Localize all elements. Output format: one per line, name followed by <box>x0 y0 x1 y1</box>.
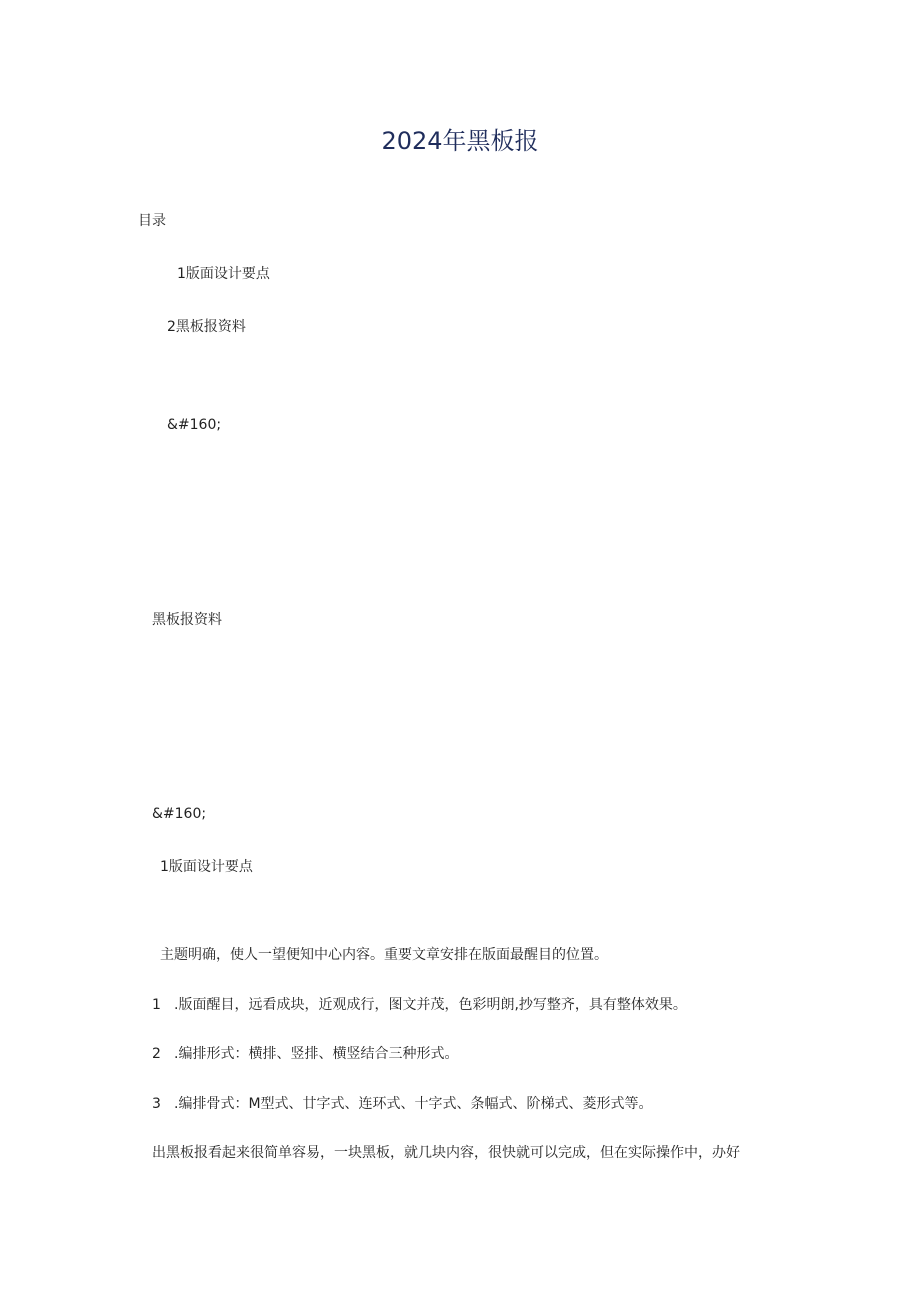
toc-heading: 目录 <box>138 213 166 229</box>
list-item-number: 1 <box>152 997 161 1013</box>
list-item-number: 3 <box>152 1096 161 1112</box>
closing-paragraph: 出黑板报看起来很简单容易，一块黑板，就几块内容，很快就可以完成，但在实际操作中，办好 <box>152 1145 740 1161</box>
list-item-text: .编排骨式：M型式、廿字式、连环式、十字式、条幅式、阶梯式、菱形式等。 <box>174 1096 653 1112</box>
document-title: 2024年黑板报 <box>381 127 539 155</box>
list-item <box>152 995 687 1015</box>
list-item-text: .版面醒目，远看成块，近观成行，图文并茂，色彩明朗,抄写整齐，具有整体效果。 <box>174 997 687 1013</box>
list-item <box>152 1044 458 1064</box>
toc-item-2: 2黑板报资料 <box>167 319 246 335</box>
section-heading: 黑板报资料 <box>152 612 222 628</box>
nbsp-entity-text-2: &#160; <box>152 806 207 822</box>
subsection-heading: 1版面设计要点 <box>160 859 253 875</box>
toc-item-1: 1版面设计要点 <box>177 266 270 282</box>
list-item-text: .编排形式：横排、竖排、横竖结合三种形式。 <box>174 1046 459 1062</box>
intro-paragraph: 主题明确，使人一望便知中心内容。重要文章安排在版面最醒目的位置。 <box>160 947 608 963</box>
list-item <box>152 1094 653 1114</box>
list-item-number: 2 <box>152 1046 161 1062</box>
nbsp-entity-text: &#160; <box>167 417 222 433</box>
